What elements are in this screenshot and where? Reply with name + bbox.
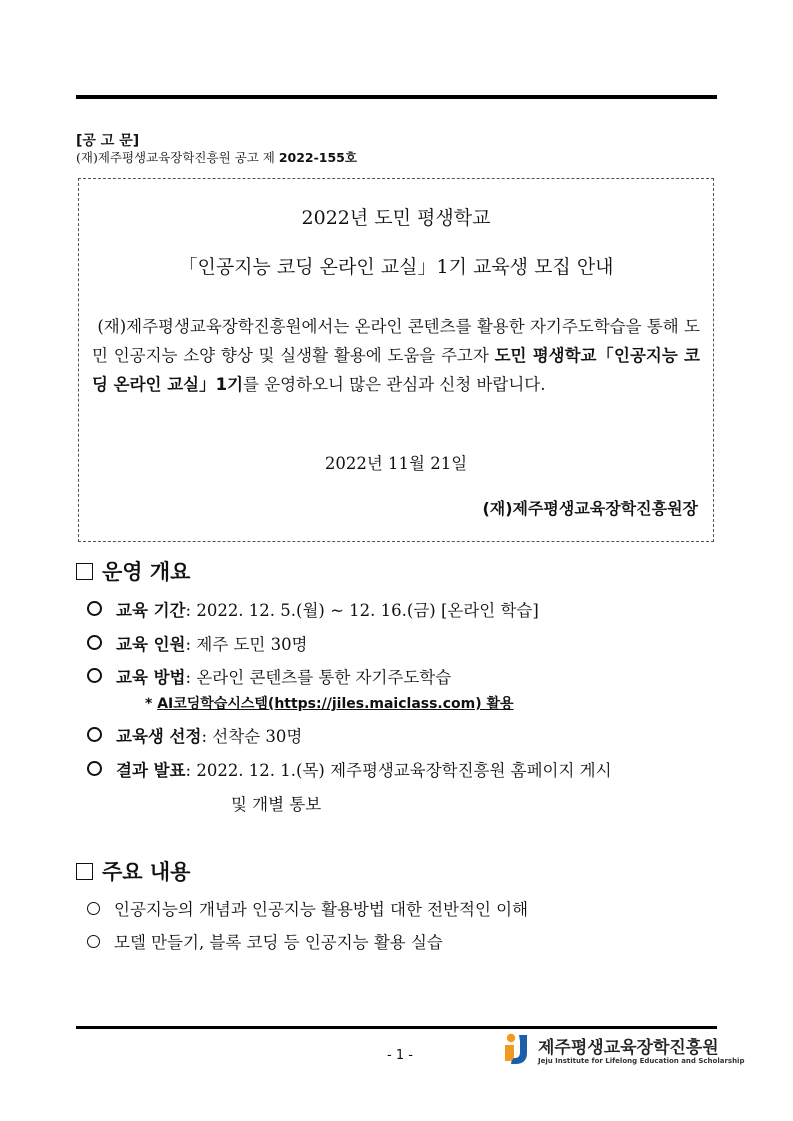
circle-bullet-icon xyxy=(87,935,100,948)
section-heading-overview xyxy=(76,556,190,586)
overview-item-capacity xyxy=(87,631,308,655)
checkbox-square-icon xyxy=(76,863,93,880)
circle-bullet-icon xyxy=(87,727,102,742)
overview-item-selection xyxy=(87,723,302,747)
item-label: 교육 방법 xyxy=(116,668,186,687)
overview-item-method xyxy=(87,664,451,688)
notice-number-line xyxy=(76,148,357,166)
item-value: : 2022. 12. 1.(목) 제주평생교육장학진흥원 홈페이지 게시 xyxy=(185,761,612,780)
item-value: : 2022. 12. 5.(월) ~ 12. 16.(금) [온라인 학습] xyxy=(185,601,539,620)
notice-prefix: (재)제주평생교육장학진흥원 공고 제 xyxy=(76,150,279,165)
institute-logo-english: Jeju Institute for Lifelong Education and Scholarship xyxy=(538,1057,745,1065)
para-part2: 를 운영하오니 많은 관심과 신청 바랍니다. xyxy=(243,375,546,394)
signature: (재)제주평생교육장학진흥원장 xyxy=(482,499,698,518)
announcement-title-line2: 「인공지능 코딩 온라인 교실」1기 교육생 모집 안내 xyxy=(178,256,614,278)
top-rule xyxy=(76,95,717,99)
item-value: : 제주 도민 30명 xyxy=(185,635,308,654)
contents-item xyxy=(87,896,528,920)
checkbox-square-icon xyxy=(76,563,93,580)
announcement-title-line1: 2022년 도민 평생학교 xyxy=(301,207,491,229)
bottom-rule xyxy=(76,1026,717,1029)
item-label: 교육 인원 xyxy=(116,635,186,654)
section-heading-text: 운영 개요 xyxy=(102,560,191,584)
overview-item-results xyxy=(87,757,612,781)
method-sub-note xyxy=(145,693,514,713)
notice-number: 2022-155호 xyxy=(278,150,357,165)
page-number: - 1 - xyxy=(387,1048,413,1063)
circle-bullet-icon xyxy=(87,635,102,650)
notice-tag: [공 고 문] xyxy=(76,133,140,149)
overview-item-period xyxy=(87,597,539,621)
para-bold-program: 도민 평생학교「인공지능 코딩 온라인 교실」1기 xyxy=(92,346,700,394)
institute-logo-icon xyxy=(502,1031,534,1067)
section-heading-text: 주요 내용 xyxy=(102,860,191,884)
ai-coding-system-link[interactable]: AI코딩학습시스템(https://jiles.maiclass.com) 활용 xyxy=(157,696,514,712)
circle-bullet-icon xyxy=(87,601,102,616)
contents-item-text: 모델 만들기, 블록 코딩 등 인공지능 활용 실습 xyxy=(114,933,443,952)
item-label: 교육생 선정 xyxy=(116,727,202,746)
contents-item xyxy=(87,929,443,953)
circle-bullet-icon xyxy=(87,668,102,683)
circle-bullet-icon xyxy=(87,902,100,915)
sub-bullet: * xyxy=(145,696,158,712)
item-value: : 선착순 30명 xyxy=(201,727,303,746)
item-label: 교육 기간 xyxy=(116,601,186,620)
para-part1: (재)제주평생교육장학진흥원에서는 온라인 콘텐츠를 활용한 자기주도학습을 통해 도민 인공지능 소양 향상 및 실생활 활용에 도움을 주고자 xyxy=(92,317,700,365)
item-label: 결과 발표 xyxy=(116,761,186,780)
announcement-paragraph xyxy=(92,312,700,399)
announcement-date: 2022년 11월 21일 xyxy=(324,454,468,473)
item-value: : 온라인 콘텐츠를 통한 자기주도학습 xyxy=(185,668,452,687)
contents-item-text: 인공지능의 개념과 인공지능 활용방법 대한 전반적인 이해 xyxy=(114,900,529,919)
circle-bullet-icon xyxy=(87,761,102,776)
results-continuation: 및 개별 통보 xyxy=(231,795,322,814)
institute-logo-name: 제주평생교육장학진흥원 xyxy=(538,1038,719,1058)
section-heading-contents xyxy=(76,856,190,886)
